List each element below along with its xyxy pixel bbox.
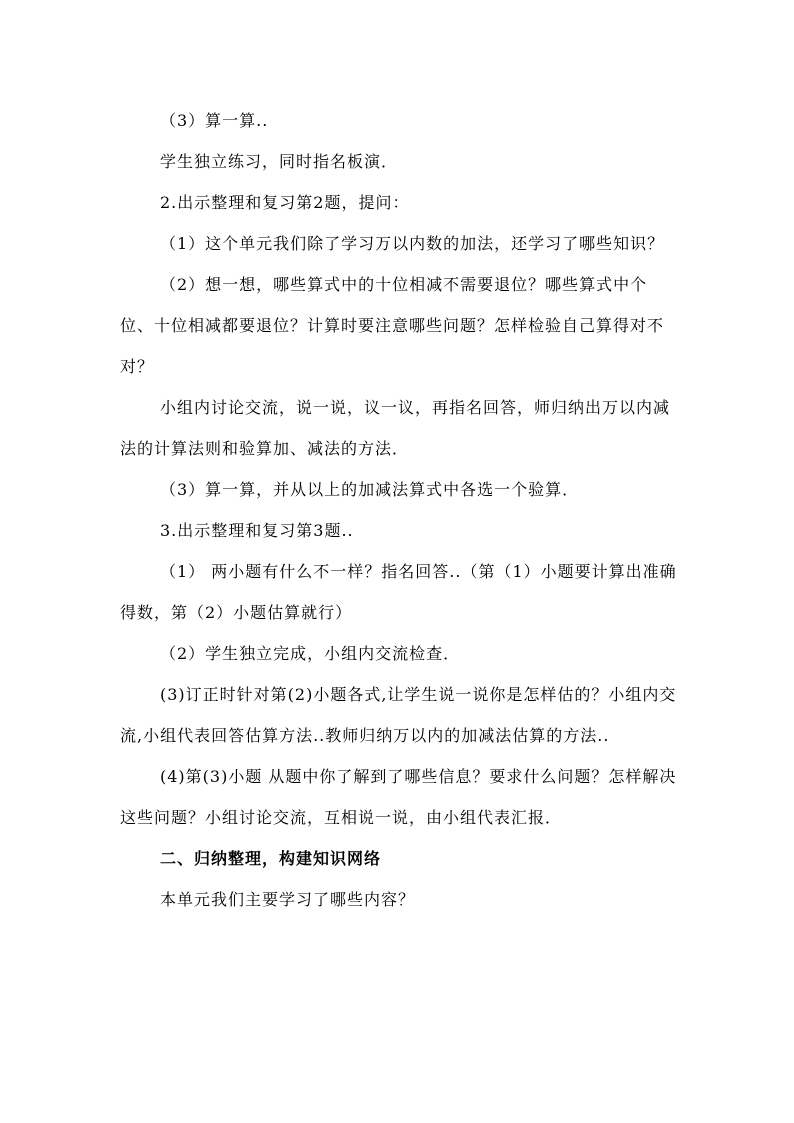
paragraph-8: 3.出示整理和复习第3题..	[160, 521, 354, 540]
paragraph-5: （2）想一想，哪些算式中的十位相减不需要退位？哪些算式中个位、十位相减都要退位？计算时要注意哪些问题？怎样检验自己算得对不对？	[120, 275, 665, 376]
paragraph-3: 2.出示整理和复习第2题，提问：	[160, 193, 410, 212]
document-body	[120, 100, 680, 920]
paragraph-9: （1） 两小题有什么不一样？指名回答..（第（1）小题要计算出准确得数，第（2）小题估算就行）	[120, 562, 677, 622]
paragraph-7: （3）算一算，并从以上的加减法算式中各选一个验算．	[160, 480, 580, 499]
paragraph-6: 小组内讨论交流，说一说，议一议，再指名回答，师归纳出万以内减法的计算法则和验算加、减法的方法．	[120, 398, 671, 458]
paragraph-12: (4)第(3)小题 从题中你了解到了哪些信息？要求什么问题？怎样解决这些问题？小组讨论交流，互相说一说，由小组代表汇报．	[120, 767, 677, 827]
paragraph-2: 学生独立练习，同时指名板演．	[160, 152, 399, 171]
paragraph-10: （2）学生独立完成，小组内交流检查．	[160, 644, 461, 663]
paragraph-4: （1）这个单元我们除了学习万以内数的加法，还学习了哪些知识？	[160, 234, 665, 253]
paragraph-11: (3)订正时针对第(2)小题各式,让学生说一说你是怎样估的？小组内交流,小组代表回答估算方法..教师归纳万以内的加减法估算的方法..	[120, 685, 677, 745]
section-heading: 二、归纳整理，构建知识网络	[160, 849, 382, 868]
paragraph-13: 本单元我们主要学习了哪些内容？	[160, 890, 416, 909]
paragraph-1: （3）算一算..	[160, 111, 269, 130]
